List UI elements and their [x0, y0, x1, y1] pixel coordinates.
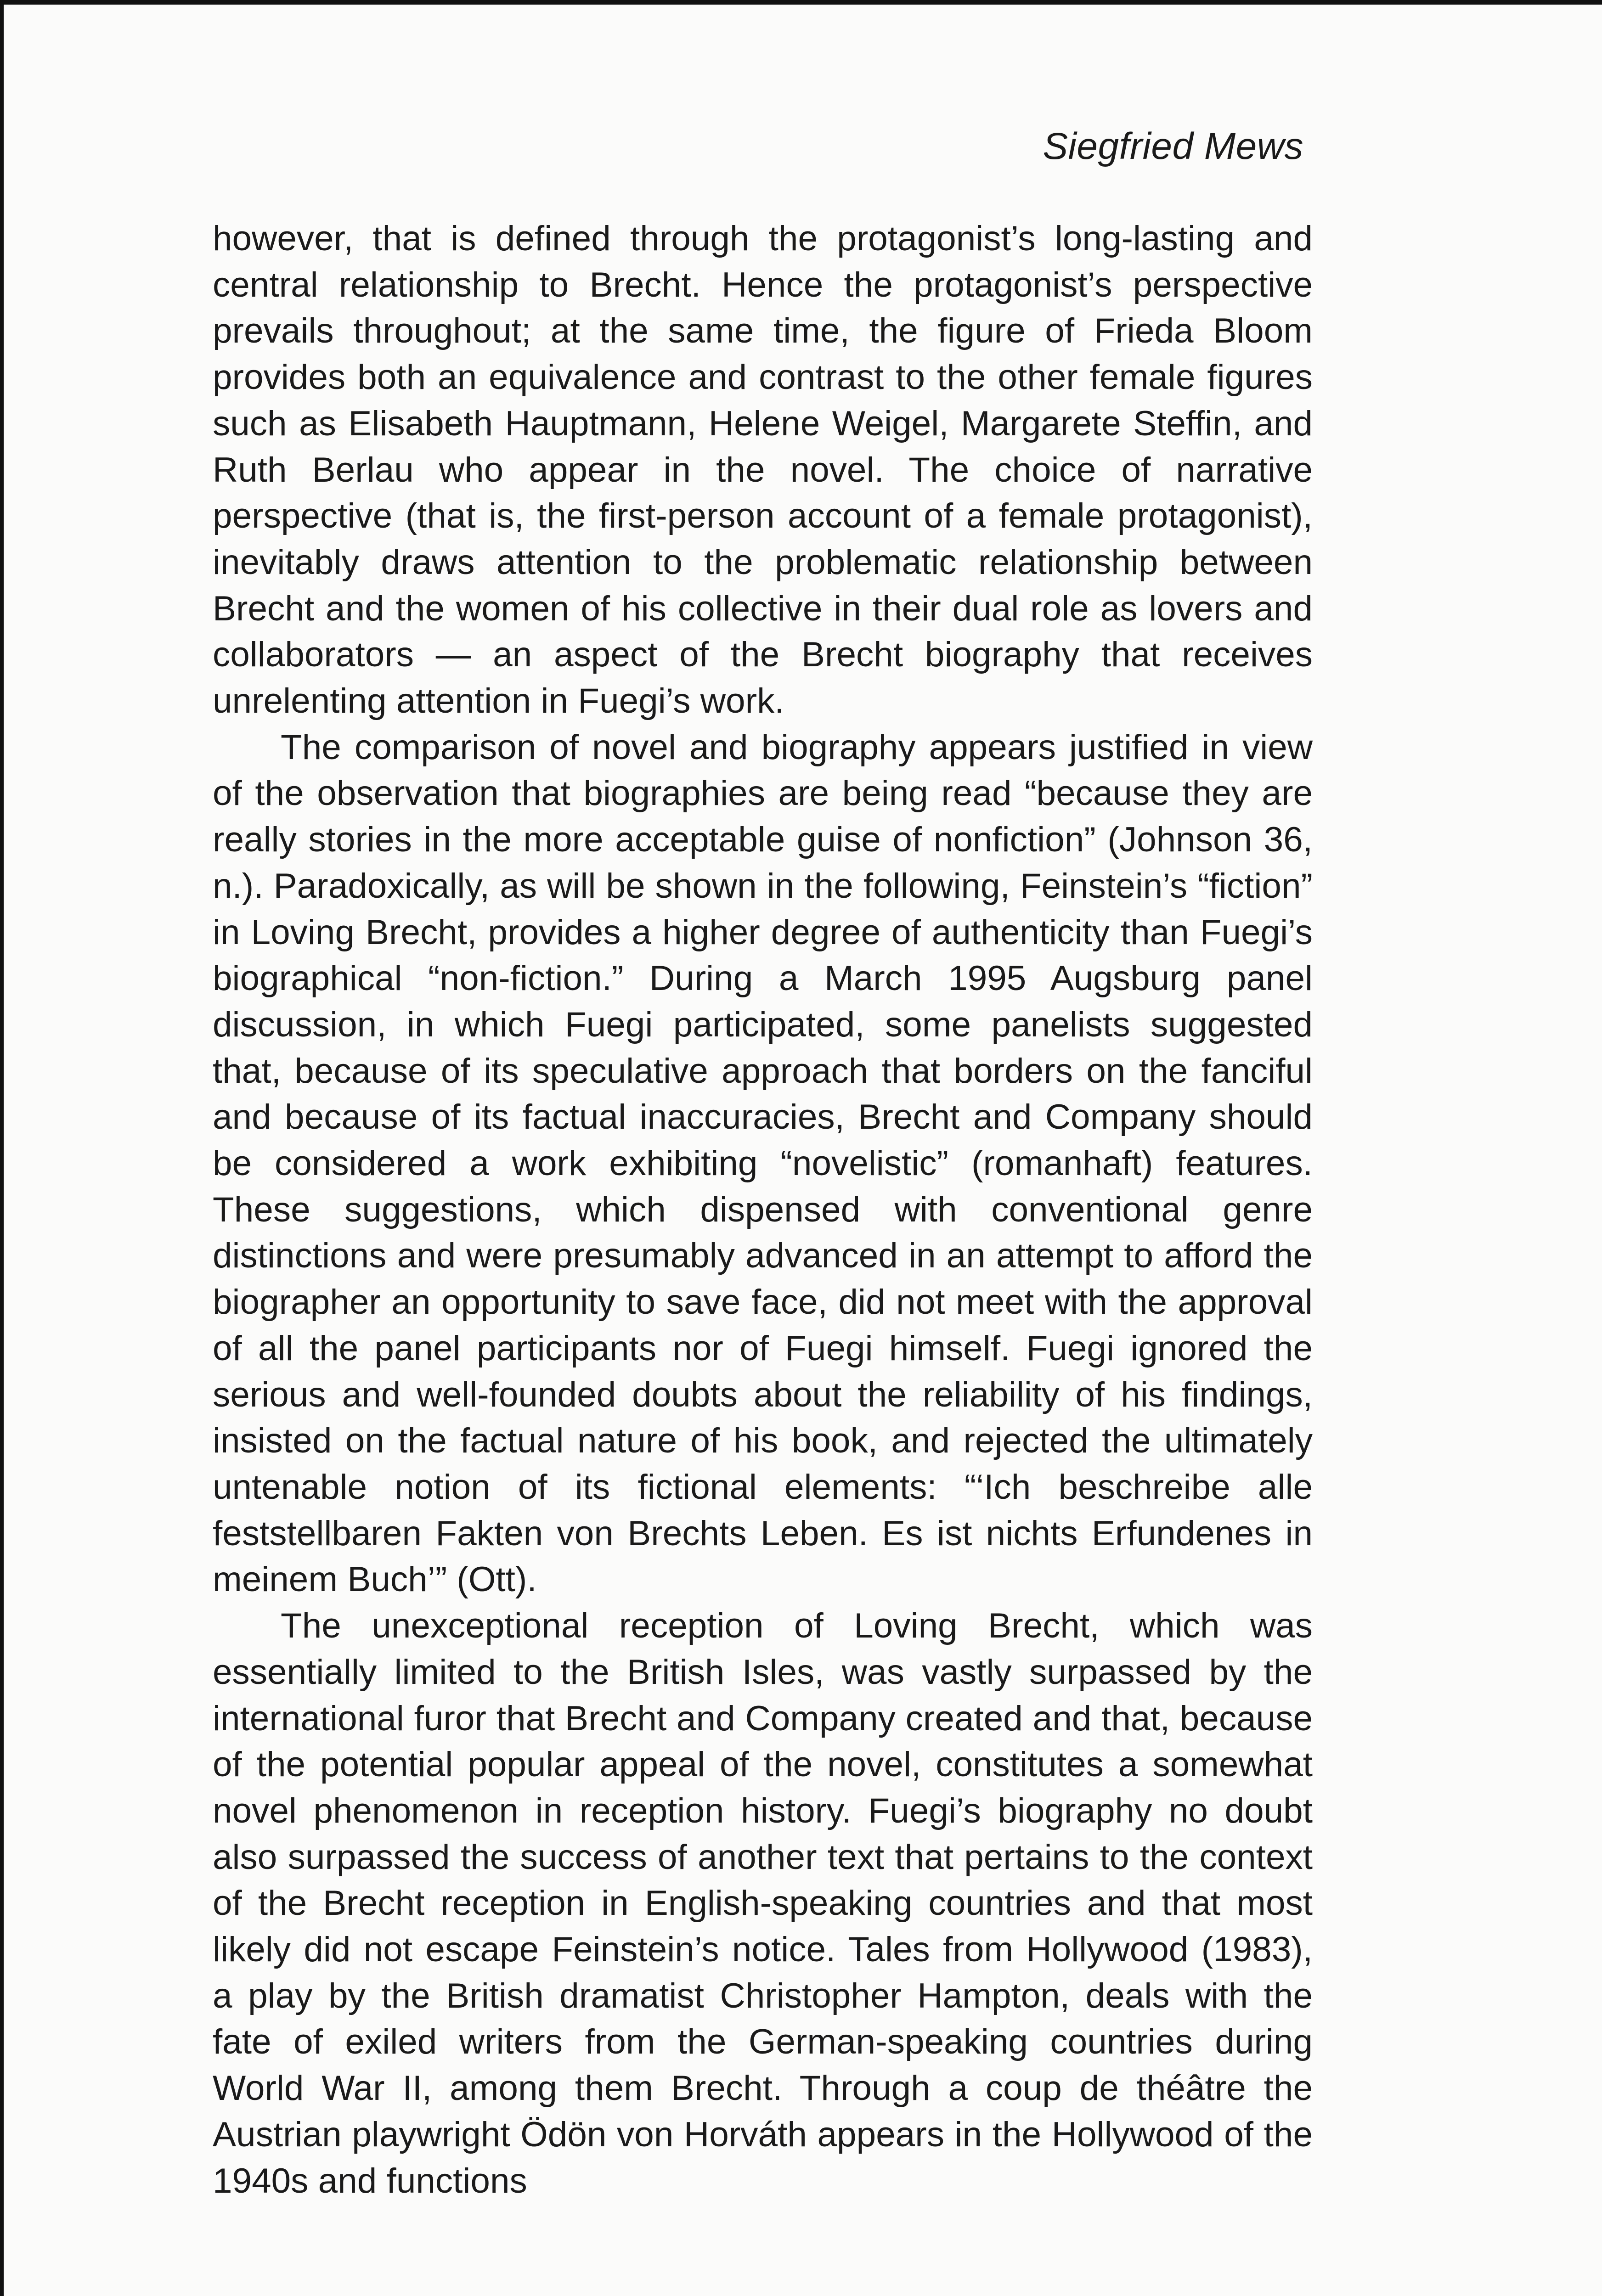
- paragraph: The comparison of novel and biography appears justified in view of the observation that biographies are being read “because they are really stories in the more acceptable guise of nonfiction” (Johnson 36, n.). Paradoxically, as will be shown in the following, Feinstein’s “fiction” in Loving Brecht, provides a higher degree of authenticity than Fuegi’s biographical “non-fiction.” During a March 1995 Augsburg panel discussion, in which Fuegi participated, some panelists suggested that, because of its speculative approach that borders on the fanciful and because of its factual inaccuracies, Brecht and Company should be considered a work exhibiting “novelistic” (romanhaft) features. These suggestions, which dispensed with conventional genre distinctions and were presumably advanced in an attempt to afford the biographer an opportunity to save face, did not meet with the approval of all the panel participants nor of Fuegi himself. Fuegi ignored the serious and well-founded doubts about the reliability of his findings, insisted on the factual nature of his book, and rejected the ultimately untenable notion of its fictional elements: “‘Ich beschreibe alle feststellbaren Fakten von Brechts Leben. Es ist nichts Erfundenes in meinem Buch’” (Ott).: [213, 727, 1313, 1599]
- paragraph: The unexceptional reception of Loving Brecht, which was essentially limited to the British Isles, was vastly surpassed by the international furor that Brecht and Company created and that, because of the potential popular appeal of the novel, constitutes a somewhat novel phenomenon in reception history. Fuegi’s biography no doubt also surpassed the success of another text that pertains to the context of the Brecht reception in English-speaking countries and that most likely did not escape Feinstein’s notice. Tales from Hollywood (1983), a play by the British dramatist Christopher Hampton, deals with the fate of exiled writers from the German-speaking countries during World War II, among them Brecht. Through a coup de théâtre the Austrian playwright Ödön von Horváth appears in the Hollywood of the 1940s and functions: [213, 1606, 1313, 2200]
- body-text: [213, 216, 1313, 2204]
- running-head-author: Siegfried Mews: [1043, 125, 1303, 167]
- paragraph: however, that is defined through the protagonist’s long-lasting and central relationship to Brecht. Hence the protagonist’s perspective prevails throughout; at the same time, the figure of Frieda Bloom provides both an equivalence and contrast to the other female figures such as Elisabeth Hauptmann, Helene Weigel, Margarete Steffin, and Ruth Berlau who appear in the novel. The choice of narrative perspective (that is, the first-person account of a female protagonist), inevitably draws attention to the problematic relationship between Brecht and the women of his collective in their dual role as lovers and collaborators — an aspect of the Brecht biography that receives unrelenting attention in Fuegi’s work.: [213, 219, 1313, 721]
